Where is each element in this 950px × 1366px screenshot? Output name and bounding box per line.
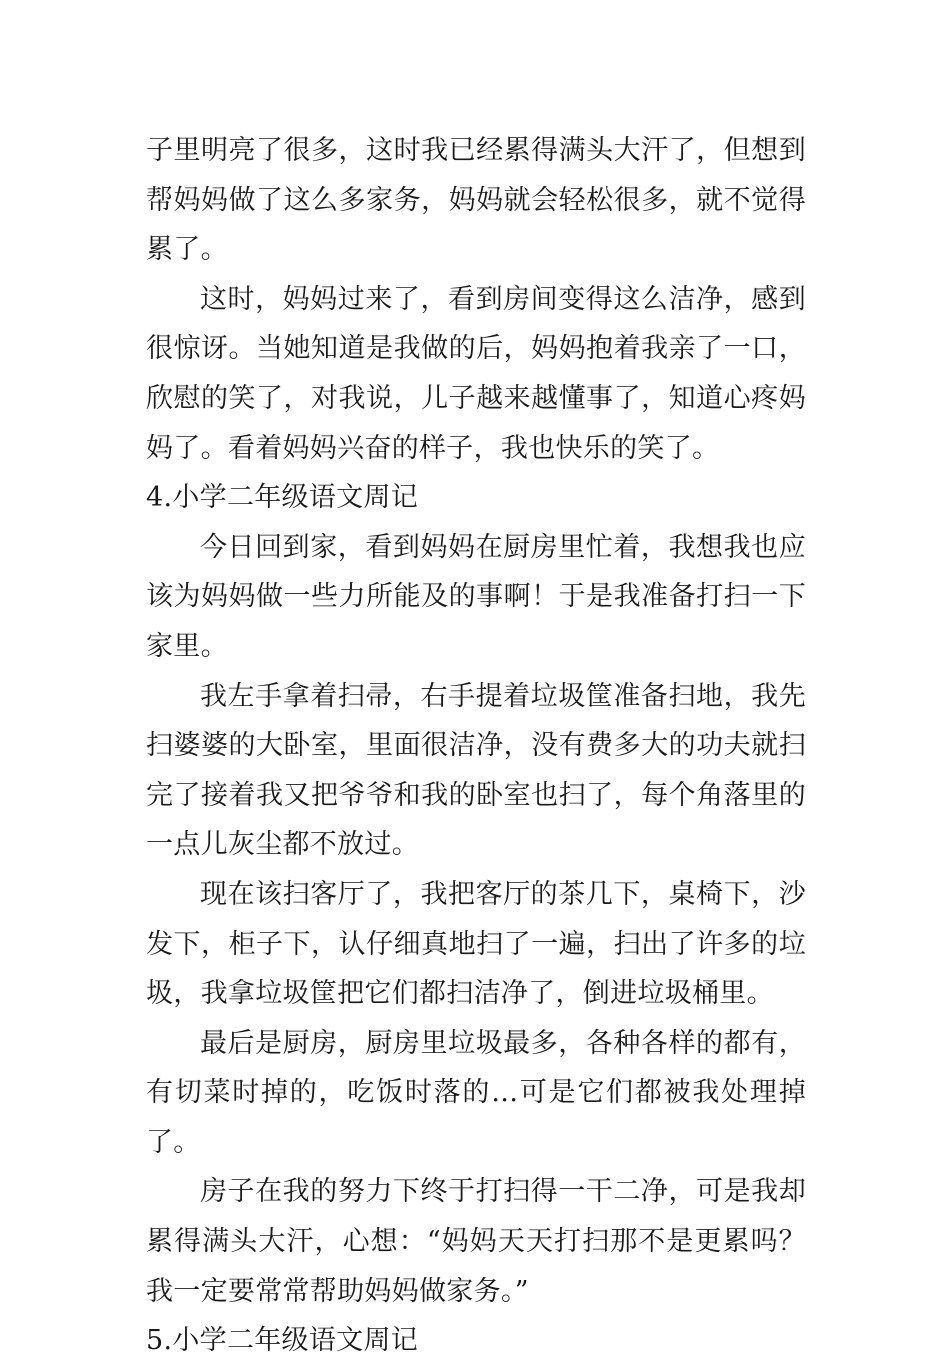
paragraph: 房子在我的努力下终于打扫得一干二净，可是我却累得满头大汗，心想：“妈妈天天打扫那不是更累吗？我一定要常常帮助妈妈做家务。”: [146, 1176, 806, 1307]
paragraph-continued: 子里明亮了很多，这时我已经累得满头大汗了，但想到帮妈妈做了这么多家务，妈妈就会轻松很多，就不觉得累了。: [146, 135, 806, 266]
section-heading: 4.小学二年级语文周记: [146, 482, 419, 514]
paragraph: 现在该扫客厅了，我把客厅的茶几下，桌椅下，沙发下，柜子下，认仔细真地扫了一遍，扫出了许多的垃圾，我拿垃圾筐把它们都扫洁净了，倒进垃圾桶里。: [146, 878, 806, 1010]
paragraph: 我左手拿着扫帚，右手提着垃圾筐准备扫地，我先扫婆婆的大卧室，里面很洁净，没有费多大的功夫就扫完了接着我又把爷爷和我的卧室也扫了，每个角落里的一点儿灰尘都不放过。: [146, 680, 806, 861]
section-heading: 5.小学二年级语文周记: [146, 1325, 419, 1357]
paragraph: 今日回到家，看到妈妈在厨房里忙着，我想我也应该为妈妈做一些力所能及的事啊！于是我准备打扫一下家里。: [146, 531, 806, 662]
paragraph: 这时，妈妈过来了，看到房间变得这么洁净，感到很惊讶。当她知道是我做的后，妈妈抱着我亲了一口，欣慰的笑了，对我说，儿子越来越懂事了，知道心疼妈妈了。看着妈妈兴奋的样子，我也快乐的笑了。: [146, 283, 806, 464]
paragraph: 最后是厨房，厨房里垃圾最多，各种各样的都有，有切菜时掉的，吃饭时落的…可是它们都被我处理掉了。: [146, 1027, 806, 1158]
document-body: [146, 126, 806, 1366]
